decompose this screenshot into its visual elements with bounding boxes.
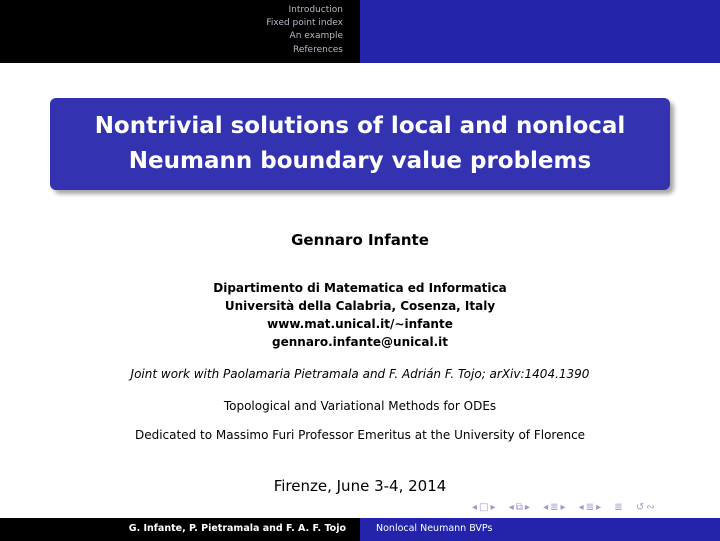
nav-link-an-example[interactable]: An example — [289, 31, 343, 42]
author-email: gennaro.infante@unical.it — [272, 335, 448, 349]
nav-link-references[interactable]: References — [292, 44, 343, 55]
joint-work-note: Joint work with Paolamaria Pietramala and F. Adrián F. Tojo; arXiv:1404.1390 — [130, 367, 590, 381]
place-date: Firenze, June 3-4, 2014 — [273, 477, 447, 495]
footer-short-title: Nonlocal Neumann BVPs — [376, 523, 493, 534]
nav-prev-section-icon[interactable]: ◂≣▸ — [543, 502, 568, 513]
dedication-line: Dedicated to Massimo Furi Professor Emeritus at the University of Florence — [134, 428, 586, 442]
nav-link-introduction[interactable]: Introduction — [288, 5, 343, 15]
nav-prev-subsection-icon[interactable]: ◂⧉▸ — [508, 502, 532, 513]
affiliation-department: Dipartimento di Matematica ed Informatica — [213, 281, 507, 295]
header-bar — [0, 0, 720, 63]
nav-prev-frame-icon[interactable]: ◂□▸ — [472, 502, 498, 513]
nav-link-fixed-point-index[interactable]: Fixed point index — [266, 18, 343, 29]
title-block — [50, 98, 670, 190]
nav-next-section-icon[interactable]: ◂≣▸ — [578, 502, 604, 513]
author-name: Gennaro Infante — [291, 231, 429, 249]
affiliation-university: Università della Calabria, Cosenza, Italy — [224, 299, 496, 313]
nav-search-icon[interactable]: ↺∾ — [635, 502, 657, 513]
nav-appendix-icon[interactable]: ≣ — [614, 502, 625, 513]
meeting-name: Topological and Variational Methods for ODEs — [223, 399, 497, 413]
section-navigation — [266, 4, 343, 57]
beamer-navigation-symbols — [472, 502, 663, 513]
author-website: www.mat.unical.it/∼infante — [267, 317, 453, 331]
footer-bar — [0, 518, 720, 541]
slide-title: Nontrivial solutions of local and nonlocal Neumann boundary value problems — [94, 113, 626, 174]
footer-authors: G. Infante, P. Pietramala and F. A. F. Tojo — [128, 523, 346, 534]
header-right-panel — [360, 0, 720, 63]
